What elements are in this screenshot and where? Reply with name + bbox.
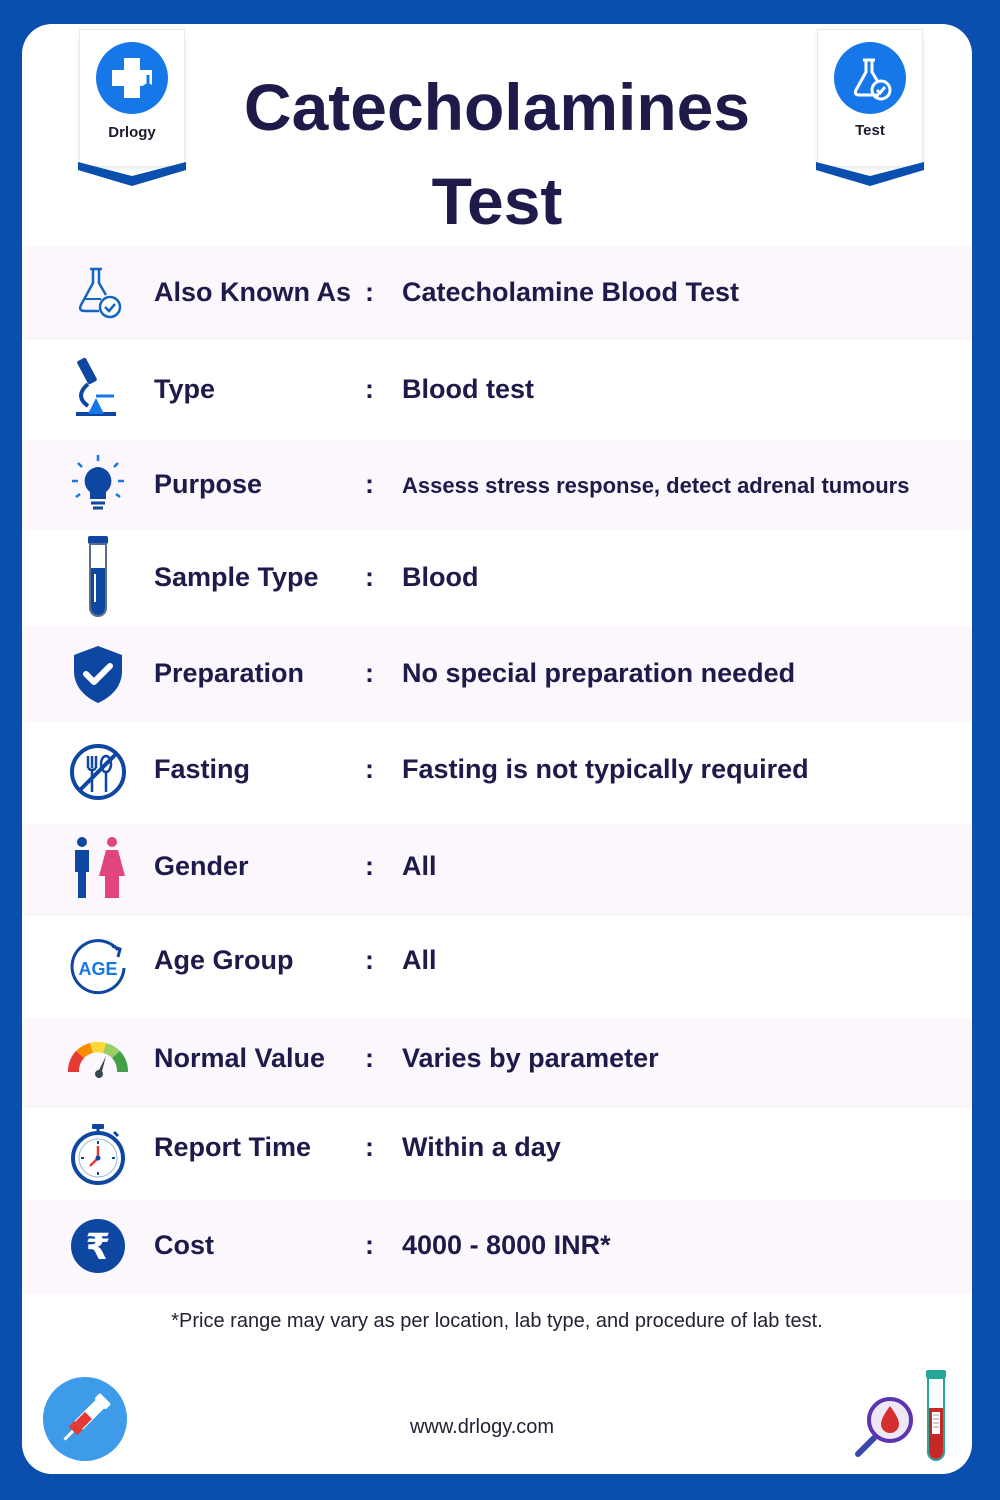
gauge-icon [66, 1032, 130, 1096]
row-label: Gender [154, 851, 249, 881]
row-value: 4000 - 8000 INR* [402, 1230, 611, 1260]
row-value: Blood test [402, 374, 534, 404]
stopwatch-icon [66, 1122, 130, 1186]
flask-check-icon [66, 261, 130, 325]
row-separator: : [365, 277, 374, 307]
row-label: Type [154, 374, 216, 404]
row-label: Normal Value [154, 1043, 326, 1073]
row-cost [22, 1200, 972, 1294]
page-title [172, 60, 822, 248]
row-label: Sample Type [154, 562, 319, 592]
price-footnote: *Price range may vary as per location, lab type, and procedure of lab test. [171, 1310, 823, 1332]
row-label: Purpose [154, 469, 263, 499]
row-type [22, 340, 972, 440]
drlogy-badge-label: Drlogy [108, 124, 156, 141]
website-link[interactable]: www.drlogy.com [409, 1416, 555, 1438]
row-value: Varies by parameter [402, 1043, 659, 1073]
row-purpose [22, 440, 972, 530]
age-icon [66, 936, 130, 1000]
row-fasting [22, 722, 972, 824]
row-separator: : [365, 1230, 374, 1260]
row-separator: : [365, 1043, 374, 1073]
male-female-icon [66, 836, 130, 904]
row-label: Fasting [154, 754, 251, 784]
row-value: Assess stress response, detect adrenal tumours [402, 473, 910, 498]
row-label: Report Time [154, 1132, 312, 1162]
info-rows [22, 246, 972, 1294]
row-separator: : [365, 374, 374, 404]
lightbulb-icon [66, 453, 130, 517]
row-also-known-as [22, 246, 972, 340]
row-gender [22, 824, 972, 916]
title-line-1: Catecholamines [243, 70, 751, 144]
rupee-icon [66, 1214, 130, 1278]
row-separator: : [365, 754, 374, 784]
magnifier-blood-tube-icon [854, 1368, 954, 1464]
shield-check-icon [66, 642, 130, 706]
info-card [22, 24, 972, 1474]
row-value: All [402, 851, 437, 881]
no-food-icon [66, 740, 130, 804]
microscope-icon [66, 356, 130, 420]
row-report-time [22, 1108, 972, 1200]
row-value: Catecholamine Blood Test [402, 277, 740, 307]
medical-cross-icon [96, 42, 168, 114]
row-separator: : [365, 945, 374, 975]
test-badge-label: Test [855, 122, 885, 139]
row-sample-type [22, 530, 972, 626]
row-value: No special preparation needed [402, 658, 796, 688]
row-separator: : [365, 469, 374, 499]
row-preparation [22, 626, 972, 722]
row-separator: : [365, 851, 374, 881]
row-separator: : [365, 658, 374, 688]
row-value: Within a day [402, 1132, 561, 1162]
row-value: Blood [402, 562, 479, 592]
row-label: Cost [154, 1230, 214, 1260]
test-badge [818, 30, 922, 166]
row-label: Also Known As [154, 277, 352, 307]
row-value: Fasting is not typically required [402, 754, 809, 784]
rupee-symbol: ₹ [85, 1227, 111, 1268]
row-normal-value [22, 1018, 972, 1108]
flask-check-icon [834, 42, 906, 114]
title-line-2: Test [431, 164, 563, 238]
row-label: Preparation [154, 658, 305, 688]
age-icon-text: AGE [78, 959, 118, 979]
row-separator: : [365, 562, 374, 592]
test-tube-icon [66, 534, 130, 620]
row-separator: : [365, 1132, 374, 1162]
row-value: All [402, 945, 437, 975]
row-age-group [22, 916, 972, 1018]
drlogy-badge [80, 30, 184, 166]
row-label: Age Group [154, 945, 294, 975]
